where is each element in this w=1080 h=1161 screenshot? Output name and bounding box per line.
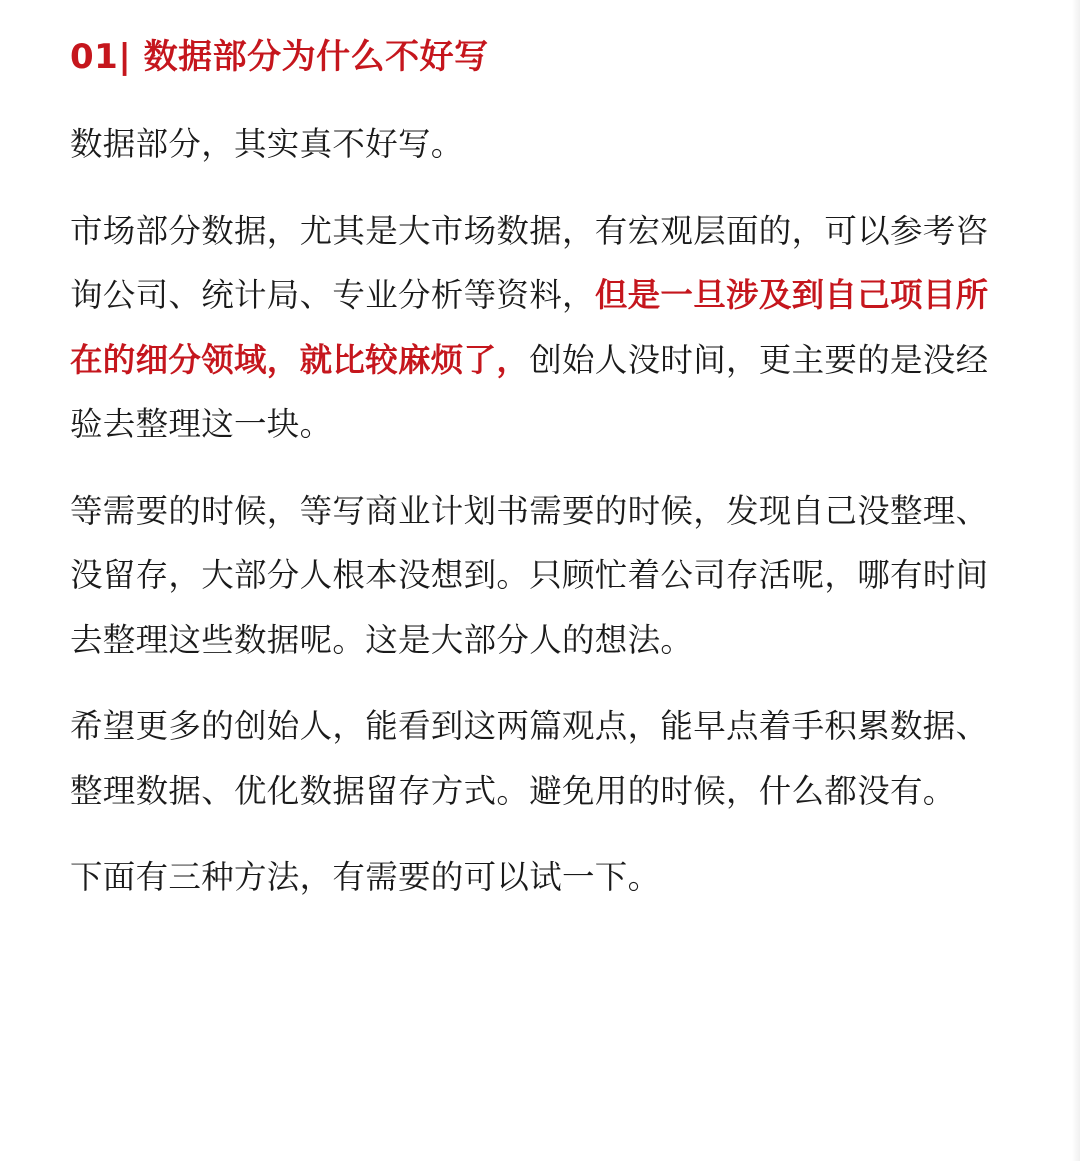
paragraph-market-data — [70, 199, 1014, 457]
paragraph-hope: 希望更多的创始人，能看到这两篇观点，能早点着手积累数据、整理数据、优化数据留存方式。避免用的时候，什么都没有。 — [70, 707, 989, 810]
paragraph-methods: 下面有三种方法，有需要的可以试一下。 — [70, 858, 661, 896]
paragraph-intro: 数据部分，其实真不好写。 — [70, 125, 464, 163]
paragraph-market-data-highlight: 但是一旦涉及到自己项目所在的细分领域，就比较麻烦了， — [70, 276, 989, 379]
paragraph-market-data-tail: 创始人没时间，更主要的是没经验去整理这一块。 — [70, 340, 989, 443]
section-title: 01| 数据部分为什么不好写 — [70, 37, 489, 77]
paragraph-market-data-lead: 市场部分数据，尤其是大市场数据，有宏观层面的，可以参考咨询公司、统计局、专业分析等资料， — [70, 211, 989, 314]
page-edge-shadow — [1072, 0, 1080, 1161]
paragraph-when-needed: 等需要的时候，等写商业计划书需要的时候，发现自己没整理、没留存，大部分人根本没想到。只顾忙着公司存活呢，哪有时间去整理这些数据呢。这是大部分人的想法。 — [70, 491, 989, 659]
